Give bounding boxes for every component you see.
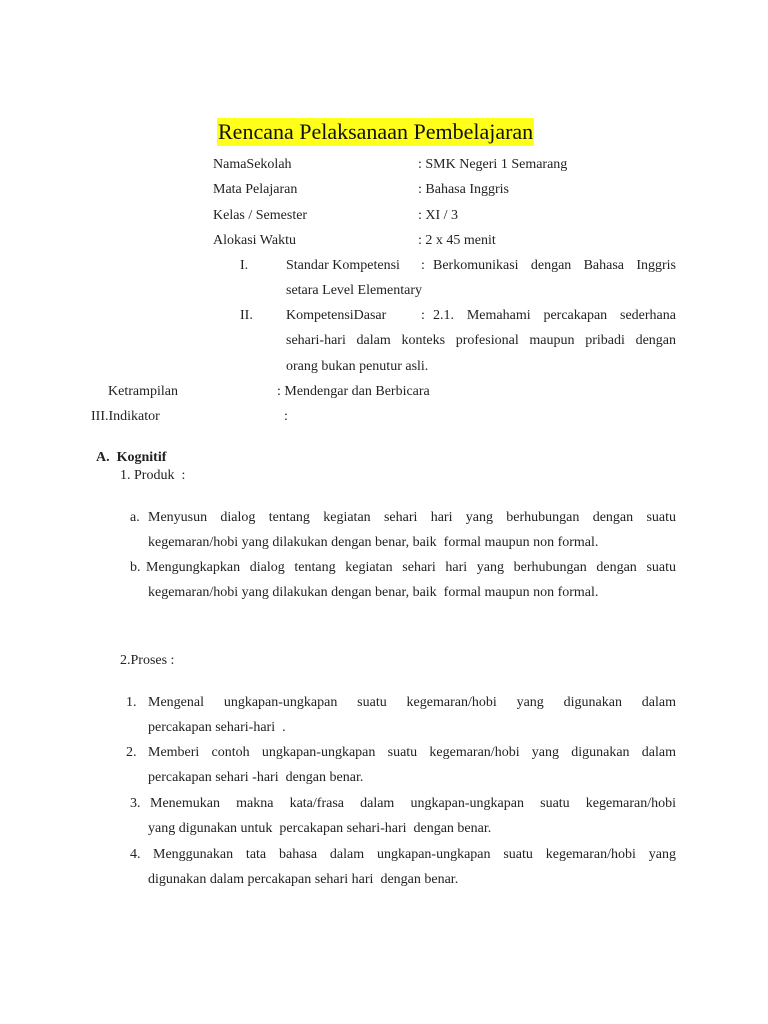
info-value: : SMK Negeri 1 Semarang [418,157,568,172]
list-item-line: Menyusun dialog tentang kegiatan sehari hari yang berhubungan dengan suatu [148,510,676,525]
info-label: Alokasi Waktu [213,233,296,248]
list-item-line: Menemukan makna kata/frasa dalam ungkapan-ungkapan suatu kegemaran/hobi [150,796,676,811]
ketrampilan-value: : Mendengar dan Berbicara [277,384,430,399]
indikator-label: III.Indikator [91,409,160,424]
list-item-line: Memberi contoh ungkapan-ungkapan suatu kegemaran/hobi yang digunakan dalam [148,745,676,760]
section-number: I. [240,258,249,273]
info-value: : Bahasa Inggris [418,182,509,197]
list-item-line: Mengungkapkan dialog tentang kegiatan sehari hari yang berhubungan dengan suatu [146,560,676,575]
section-text: orang bukan penutur asli. [286,359,429,374]
info-label: Mata Pelajaran [213,182,298,197]
info-value: : XI / 3 [418,208,459,223]
list-item-line: digunakan dalam percakapan sehari hari dengan benar. [148,872,459,887]
info-value: : 2 x 45 menit [418,233,496,248]
indikator-value: : [284,409,288,424]
section-label: Standar Kompetensi [286,258,400,273]
list-item-line: Mengenal ungkapan-ungkapan suatu kegemaran/hobi yang digunakan dalam [148,695,676,710]
proses-label: 2.Proses : [120,653,175,668]
list-marker: 2. [126,745,137,760]
list-marker: 4. [130,847,141,862]
list-item-line: percakapan sehari -hari dengan benar. [148,770,364,785]
kognitif-heading: A. Kognitif [96,450,167,465]
list-item-line: kegemaran/hobi yang dilakukan dengan benar, baik formal maupun non formal. [148,585,599,600]
list-marker: 3. [130,796,141,811]
list-item-line: Menggunakan tata bahasa dalam ungkapan-ungkapan suatu kegemaran/hobi yang [153,847,676,862]
document-title: Rencana Pelaksanaan Pembelajaran [218,119,534,144]
section-colon: : [421,308,425,323]
section-label: KompetensiDasar [286,308,387,323]
section-colon: : [421,258,425,273]
info-label: Kelas / Semester [213,208,308,223]
list-marker: a. [130,510,140,525]
list-item-line: yang digunakan untuk percakapan sehari-hari dengan benar. [148,821,492,836]
list-marker: b. [130,560,141,575]
section-text: sehari-hari dalam konteks profesional maupun pribadi dengan [286,333,676,348]
section-text: Berkomunikasi dengan Bahasa Inggris [433,258,676,273]
ketrampilan-label: Ketrampilan [108,384,178,399]
list-item-line: percakapan sehari-hari . [148,720,286,735]
list-marker: 1. [126,695,137,710]
section-number: II. [240,308,253,323]
produk-label: 1. Produk : [120,468,186,483]
info-label: NamaSekolah [213,157,292,172]
section-text: setara Level Elementary [286,283,423,298]
list-item-line: kegemaran/hobi yang dilakukan dengan benar, baik formal maupun non formal. [148,535,599,550]
section-text: 2.1. Memahami percakapan sederhana [433,308,676,323]
